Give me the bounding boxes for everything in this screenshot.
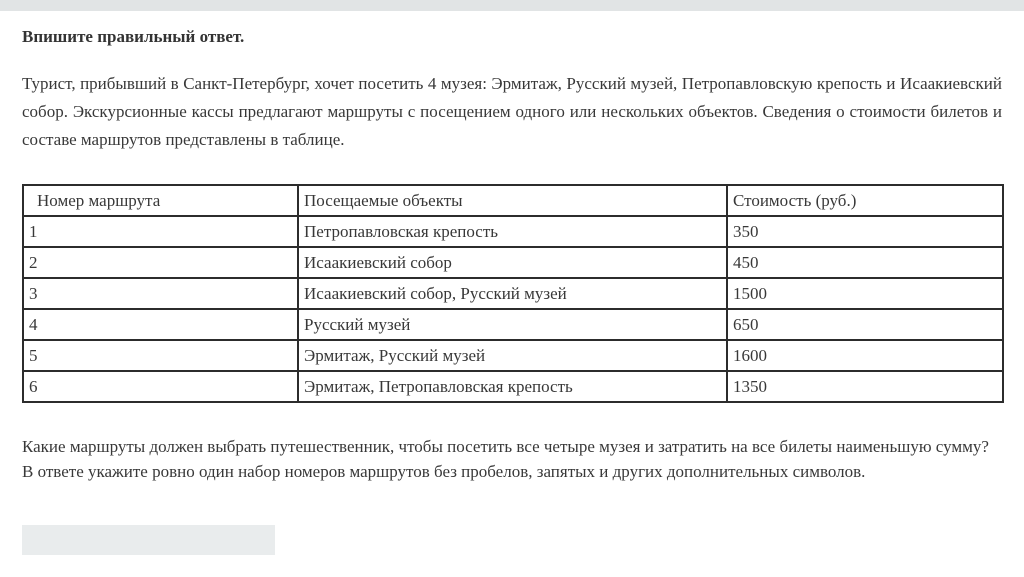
route-price-cell: 650 xyxy=(727,309,1003,340)
route-objects-cell: Русский музей xyxy=(298,309,727,340)
table-row xyxy=(23,340,1003,371)
table-row xyxy=(23,247,1003,278)
route-number-cell: 4 xyxy=(23,309,298,340)
question-page xyxy=(0,27,1024,555)
routes-table xyxy=(22,184,1004,403)
route-objects-cell: Петропавловская крепость xyxy=(298,216,727,247)
route-number-cell: 5 xyxy=(23,340,298,371)
intro-text: Турист, прибывший в Санкт-Петербург, хочет посетить 4 музея: Эрмитаж, Русский музей, Петропавловскую крепость и Исаакиевский собор. Экскурсионные кассы предлагают маршруты с посещением одного или нескольких объектов. Сведения о стоимости билетов и составе маршрутов представлены в таблице. xyxy=(22,74,1002,149)
route-number-cell: 1 xyxy=(23,216,298,247)
route-number-cell: 6 xyxy=(23,371,298,402)
route-price-cell: 350 xyxy=(727,216,1003,247)
column-header-objects: Посещаемые объекты xyxy=(298,185,727,216)
route-objects-cell: Эрмитаж, Петропавловская крепость xyxy=(298,371,727,402)
route-number-cell: 3 xyxy=(23,278,298,309)
question-text: Какие маршруты должен выбрать путешественник, чтобы посетить все четыре музея и затратить на все билеты наименьшую сумму? xyxy=(22,437,989,456)
table-row xyxy=(23,278,1003,309)
route-price-cell: 450 xyxy=(727,247,1003,278)
column-header-price: Стоимость (руб.) xyxy=(727,185,1003,216)
route-price-cell: 1350 xyxy=(727,371,1003,402)
table-row xyxy=(23,371,1003,402)
table-row xyxy=(23,216,1003,247)
route-objects-cell: Эрмитаж, Русский музей xyxy=(298,340,727,371)
route-objects-cell: Исаакиевский собор, Русский музей xyxy=(298,278,727,309)
route-number-cell: 2 xyxy=(23,247,298,278)
column-header-route-number: Номер маршрута xyxy=(23,185,298,216)
route-price-cell: 1500 xyxy=(727,278,1003,309)
top-bar xyxy=(0,0,1024,11)
answer-input[interactable] xyxy=(22,525,275,555)
route-price-cell: 1600 xyxy=(727,340,1003,371)
table-header-row xyxy=(23,185,1003,216)
table-row xyxy=(23,309,1003,340)
page-title: Впишите правильный ответ. xyxy=(22,27,245,46)
route-objects-cell: Исаакиевский собор xyxy=(298,247,727,278)
instruction-text: В ответе укажите ровно один набор номеров маршрутов без пробелов, запятых и других дополнительных символов. xyxy=(22,462,866,481)
